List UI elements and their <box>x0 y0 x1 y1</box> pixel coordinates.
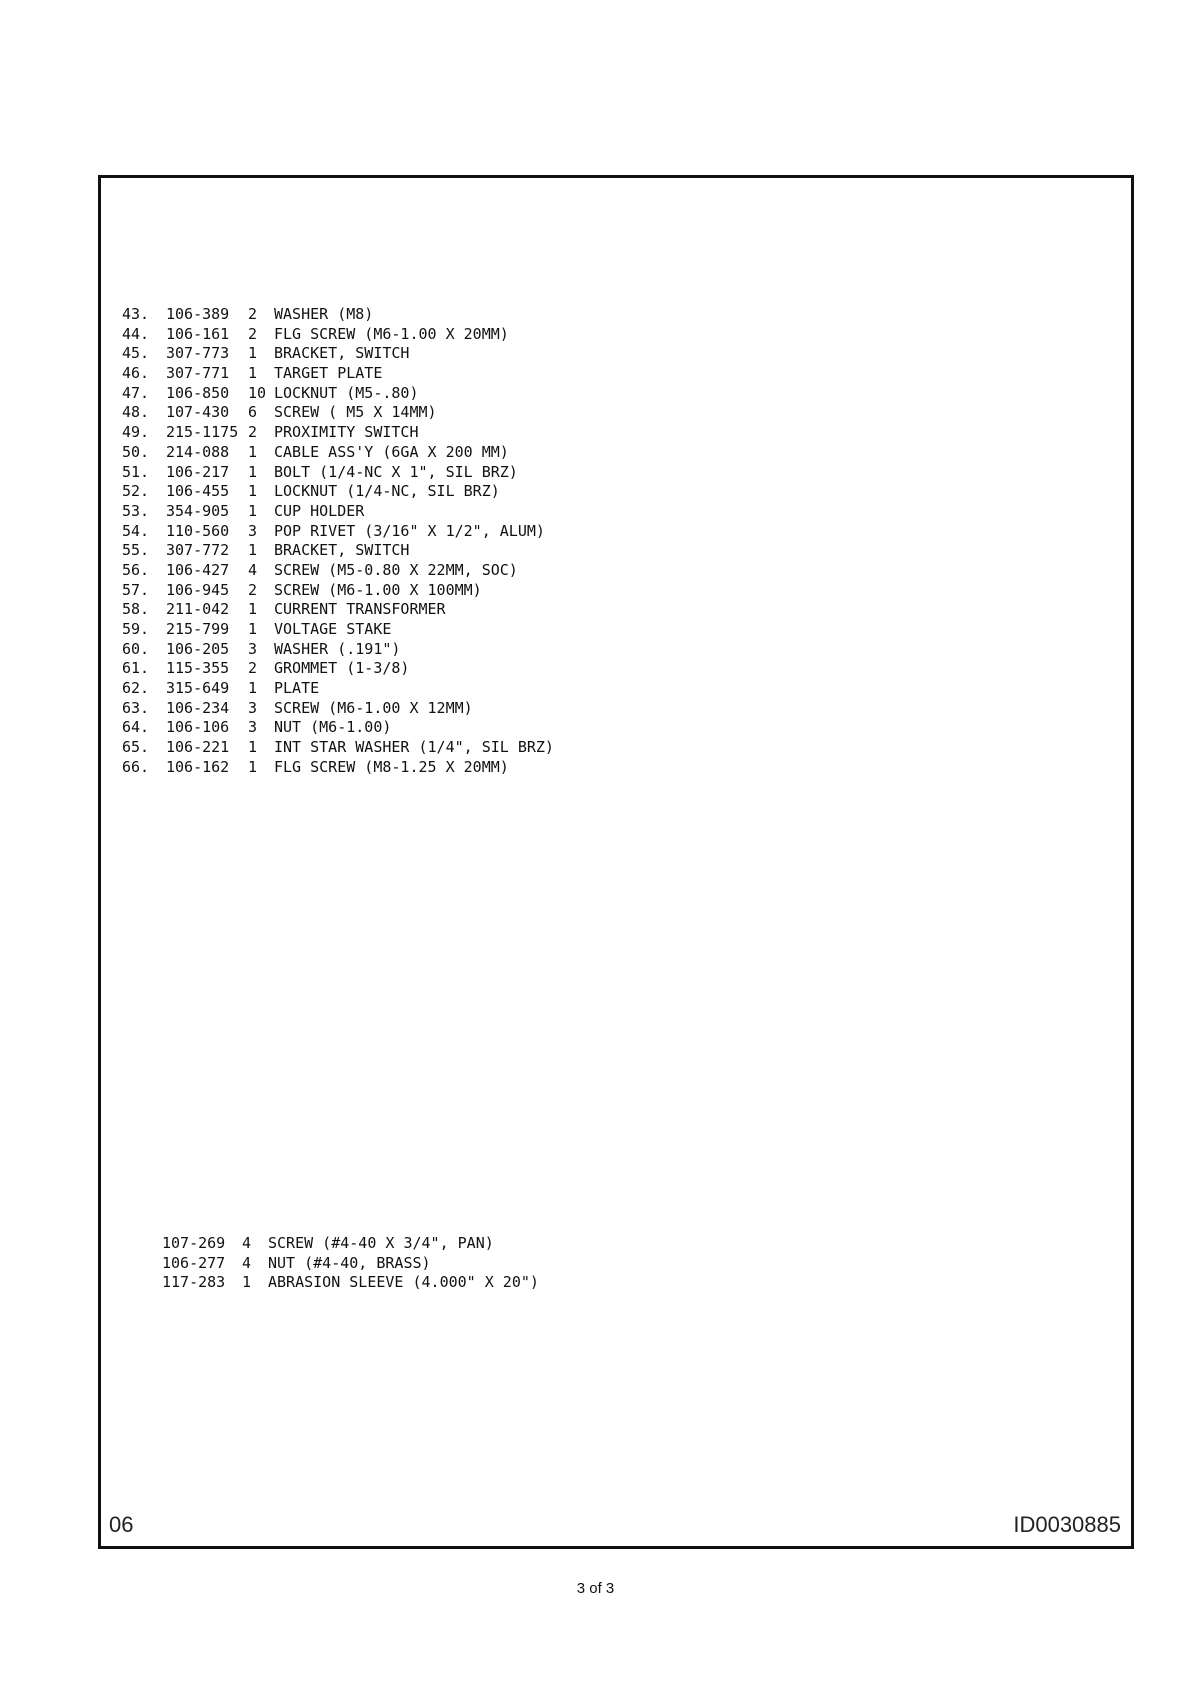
part-number: 315-649 <box>166 679 230 698</box>
quantity: 1 <box>242 1273 252 1292</box>
part-number: 106-205 <box>166 639 230 658</box>
description: CUP HOLDER <box>274 501 365 520</box>
parts-list-row <box>122 502 554 522</box>
quantity: 3 <box>248 521 258 540</box>
part-number: 117-283 <box>162 1273 226 1292</box>
quantity: 1 <box>248 344 258 363</box>
description: BRACKET, SWITCH <box>274 344 410 363</box>
part-number: 106-277 <box>162 1253 226 1272</box>
part-number: 106-161 <box>166 324 230 343</box>
description: INT STAR WASHER (1/4", SIL BRZ) <box>274 738 554 757</box>
quantity: 1 <box>248 757 258 776</box>
quantity: 3 <box>248 639 258 658</box>
parts-list-row <box>122 640 554 660</box>
part-number: 107-430 <box>166 403 230 422</box>
item-number: 46. <box>122 364 150 383</box>
item-number: 65. <box>122 738 150 757</box>
quantity: 1 <box>248 442 258 461</box>
quantity: 3 <box>248 718 258 737</box>
part-number: 106-455 <box>166 482 230 501</box>
description: PROXIMITY SWITCH <box>274 423 419 442</box>
description: SCREW (M6-1.00 X 12MM) <box>274 698 473 717</box>
description: FLG SCREW (M8-1.25 X 20MM) <box>274 757 509 776</box>
item-number: 60. <box>122 639 150 658</box>
item-number: 50. <box>122 442 150 461</box>
item-number: 49. <box>122 423 150 442</box>
description: GROMMET (1-3/8) <box>274 659 410 678</box>
extra-parts-row <box>162 1234 539 1254</box>
quantity: 2 <box>248 324 258 343</box>
parts-list-row <box>122 679 554 699</box>
parts-list-row <box>122 581 554 601</box>
description: SCREW (#4-40 X 3/4", PAN) <box>268 1234 494 1252</box>
description: WASHER (.191") <box>274 639 401 658</box>
item-number: 59. <box>122 620 150 638</box>
quantity: 1 <box>248 679 258 698</box>
item-number: 61. <box>122 659 150 678</box>
description: CABLE ASS'Y (6GA X 200 MM) <box>274 442 509 461</box>
description: ABRASION SLEEVE (4.000" X 20") <box>268 1273 539 1292</box>
description: SCREW (M6-1.00 X 100MM) <box>274 580 482 599</box>
item-number: 43. <box>122 305 150 323</box>
quantity: 1 <box>248 462 258 481</box>
part-number: 354-905 <box>166 501 230 520</box>
quantity: 1 <box>248 738 258 757</box>
quantity: 1 <box>248 620 258 638</box>
item-number: 48. <box>122 403 150 422</box>
item-number: 56. <box>122 560 150 579</box>
quantity: 1 <box>248 600 258 619</box>
item-number: 51. <box>122 462 150 481</box>
description: NUT (#4-40, BRASS) <box>268 1253 431 1272</box>
item-number: 47. <box>122 383 150 402</box>
description: SCREW (M5-0.80 X 22MM, SOC) <box>274 560 518 579</box>
parts-list-row <box>122 541 554 561</box>
parts-list-row <box>122 325 554 345</box>
description: NUT (M6-1.00) <box>274 718 392 737</box>
part-number: 307-771 <box>166 364 230 383</box>
quantity: 1 <box>248 364 258 383</box>
parts-list-row <box>122 463 554 483</box>
quantity: 2 <box>248 423 258 442</box>
part-number: 307-773 <box>166 344 230 363</box>
description: WASHER (M8) <box>274 305 374 323</box>
frame-document-id: ID0030885 <box>1013 1512 1121 1537</box>
description: SCREW ( M5 X 14MM) <box>274 403 437 422</box>
part-number: 106-945 <box>166 580 230 599</box>
parts-list-row <box>122 482 554 502</box>
quantity: 1 <box>248 482 258 501</box>
parts-list-row <box>122 522 554 542</box>
item-number: 54. <box>122 521 150 540</box>
parts-list-row <box>122 659 554 679</box>
parts-list-row <box>122 738 554 758</box>
page-number: 3 of 3 <box>576 1580 615 1597</box>
part-number: 106-106 <box>166 718 230 737</box>
parts-list-row <box>122 561 554 581</box>
quantity: 2 <box>248 580 258 599</box>
item-number: 55. <box>122 541 150 560</box>
description: TARGET PLATE <box>274 364 383 383</box>
extra-parts-list <box>162 1234 539 1293</box>
description: PLATE <box>274 679 320 698</box>
part-number: 115-355 <box>166 659 230 678</box>
part-number: 110-560 <box>166 521 230 540</box>
item-number: 44. <box>122 324 150 343</box>
item-number: 58. <box>122 600 150 619</box>
parts-list-row <box>122 384 554 404</box>
quantity: 2 <box>248 305 258 323</box>
parts-list-row <box>122 620 554 640</box>
quantity: 3 <box>248 698 258 717</box>
quantity: 1 <box>248 541 258 560</box>
parts-list-row <box>122 758 554 778</box>
part-number: 307-772 <box>166 541 230 560</box>
parts-list-row <box>122 364 554 384</box>
parts-list-row <box>122 305 554 325</box>
part-number: 106-217 <box>166 462 230 481</box>
part-number: 106-221 <box>166 738 230 757</box>
part-number: 214-088 <box>166 442 230 461</box>
description: LOCKNUT (M5-.80) <box>274 383 419 402</box>
quantity: 6 <box>248 403 258 422</box>
item-number: 63. <box>122 698 150 717</box>
description: BRACKET, SWITCH <box>274 541 410 560</box>
item-number: 53. <box>122 501 150 520</box>
part-number: 106-850 <box>166 383 230 402</box>
part-number: 106-389 <box>166 305 230 323</box>
parts-list-row <box>122 423 554 443</box>
description: LOCKNUT (1/4-NC, SIL BRZ) <box>274 482 500 501</box>
description: POP RIVET (3/16" X 1/2", ALUM) <box>274 521 545 540</box>
parts-list-row <box>122 699 554 719</box>
part-number: 106-234 <box>166 698 230 717</box>
part-number: 106-427 <box>166 560 230 579</box>
description: CURRENT TRANSFORMER <box>274 600 446 619</box>
item-number: 45. <box>122 344 150 363</box>
quantity: 4 <box>248 560 258 579</box>
description: VOLTAGE STAKE <box>274 620 392 638</box>
frame-code-left: 06 <box>109 1512 134 1537</box>
part-number: 211-042 <box>166 600 230 619</box>
quantity: 4 <box>242 1253 252 1272</box>
parts-list <box>122 305 554 778</box>
quantity: 4 <box>242 1234 252 1252</box>
quantity: 1 <box>248 501 258 520</box>
parts-list-row <box>122 718 554 738</box>
extra-parts-row <box>162 1273 539 1293</box>
extra-parts-row <box>162 1254 539 1274</box>
quantity: 2 <box>248 659 258 678</box>
part-number: 107-269 <box>162 1234 226 1252</box>
part-number: 215-799 <box>166 620 230 638</box>
parts-list-row <box>122 403 554 423</box>
parts-list-row <box>122 443 554 463</box>
item-number: 64. <box>122 718 150 737</box>
item-number: 66. <box>122 757 150 776</box>
item-number: 52. <box>122 482 150 501</box>
part-number: 106-162 <box>166 757 230 776</box>
item-number: 57. <box>122 580 150 599</box>
item-number: 62. <box>122 679 150 698</box>
description: BOLT (1/4-NC X 1", SIL BRZ) <box>274 462 518 481</box>
quantity: 10 <box>248 383 267 402</box>
part-number: 215-1175 <box>166 423 239 442</box>
parts-list-row <box>122 344 554 364</box>
description: FLG SCREW (M6-1.00 X 20MM) <box>274 324 509 343</box>
parts-list-row <box>122 600 554 620</box>
